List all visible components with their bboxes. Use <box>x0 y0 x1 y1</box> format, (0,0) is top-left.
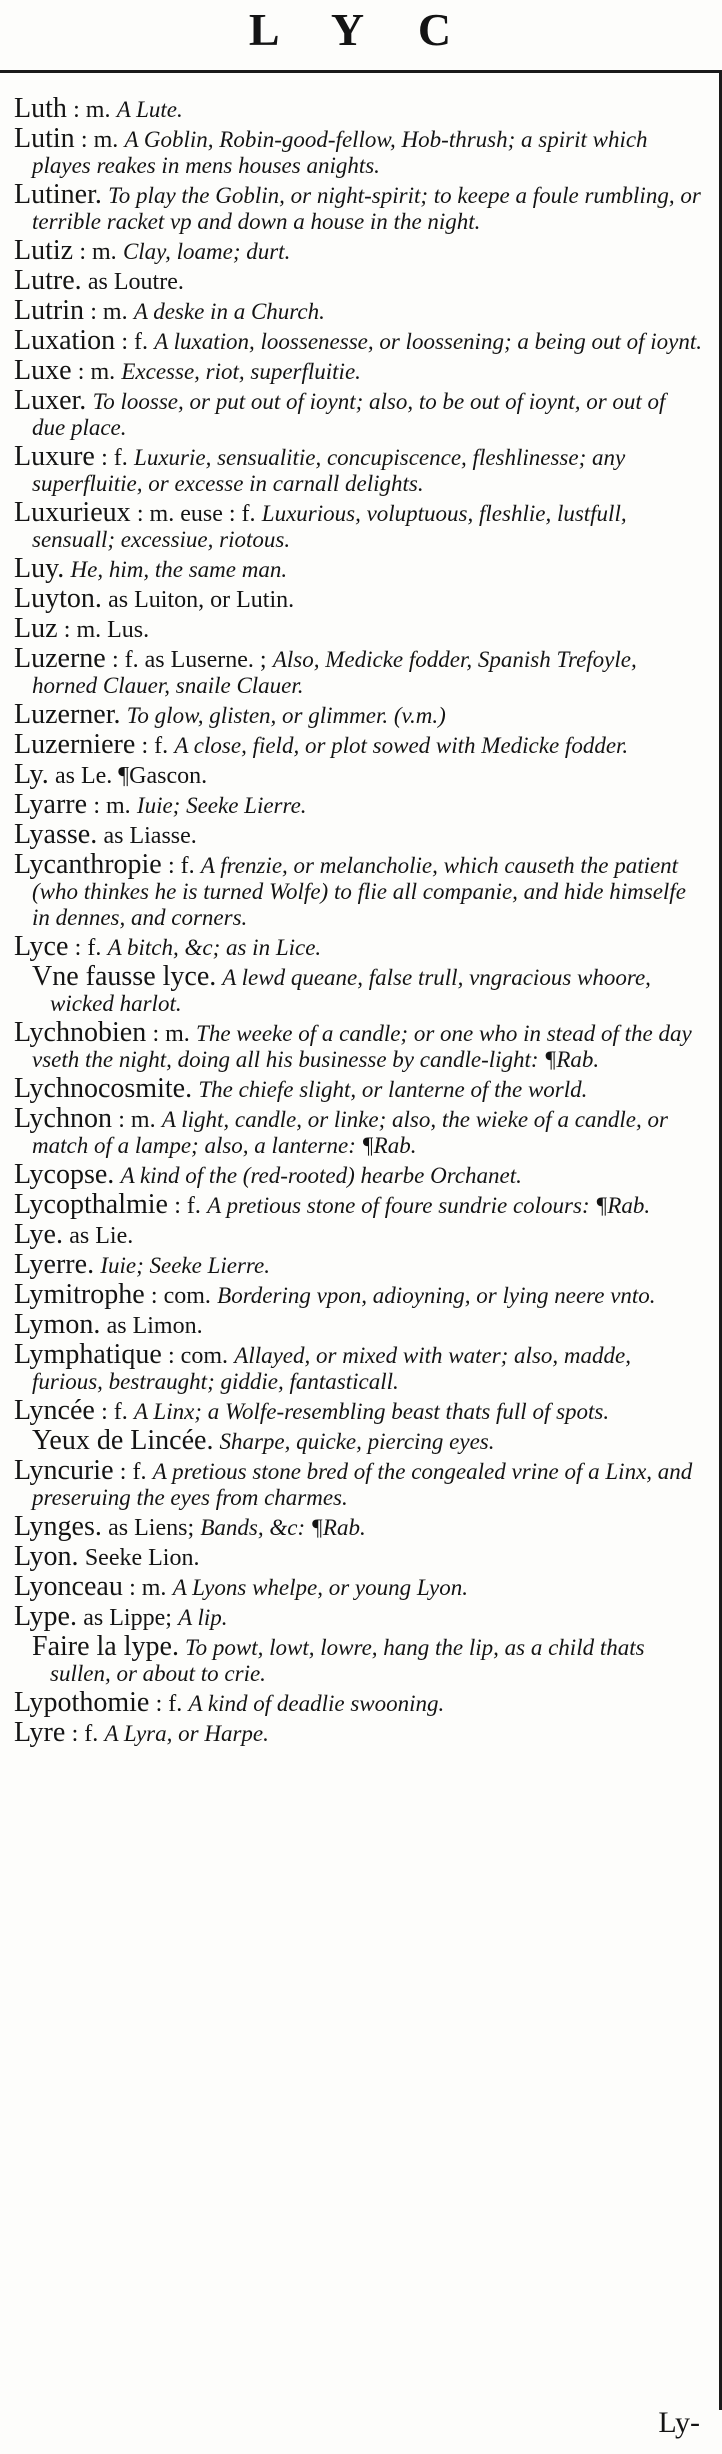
grammar-note: as Loutre. <box>87 269 184 295</box>
dictionary-entry <box>14 123 704 179</box>
dictionary-entry <box>14 1717 704 1748</box>
definition: He, him, the same man. <box>70 557 288 582</box>
headword: Lynges. <box>14 1511 102 1542</box>
grammar-note: : m. euse : f. <box>136 501 256 527</box>
dictionary-entry <box>14 1189 704 1220</box>
headword: Luzerniere <box>14 729 136 760</box>
definition: Luxurie, sensualitie, concupiscence, fleshlinesse; any superfluitie, or excesse in carnall delights. <box>32 445 626 496</box>
definition: A frenzie, or melancholie, which causeth the patient (who thinkes he is turned Wolfe) to flie all companie, and hide himselfe in dennes, and corners. <box>32 853 686 930</box>
dictionary-entry <box>14 819 704 850</box>
definition: A Lute. <box>116 97 183 122</box>
headword: Luxe <box>14 355 72 386</box>
sub-entry <box>14 961 704 1017</box>
definition: A bitch, &c; as in Lice. <box>107 935 322 960</box>
catchword: Ly- <box>658 2406 700 2439</box>
dictionary-entry <box>14 613 704 644</box>
definition: Luxurious, voluptuous, fleshlie, lustfull, sensuall; excessiue, riotous. <box>32 501 627 552</box>
grammar-note: as Le. ¶Gascon. <box>55 763 208 789</box>
definition: A pretious stone bred of the congealed vrine of a Linx, and preseruing the eyes from charmes. <box>32 1459 693 1510</box>
headword: Lycopthalmie <box>14 1189 168 1220</box>
dictionary-entry <box>14 93 704 124</box>
grammar-note: as Luiton, or Lutin. <box>108 587 295 613</box>
dictionary-entry <box>14 235 704 266</box>
definition: Clay, loame; durt. <box>122 239 291 264</box>
grammar-note: : f. <box>74 935 102 961</box>
headword: Lycopse. <box>14 1159 115 1190</box>
headword: Lyre <box>14 1717 66 1748</box>
dictionary-entry <box>14 1571 704 1602</box>
dictionary-entry <box>14 1541 704 1572</box>
definition: A close, field, or plot sowed with Medicke fodder. <box>174 733 629 758</box>
grammar-note: : f. <box>155 1691 183 1717</box>
headword: Luzerne <box>14 643 106 674</box>
grammar-note: : f. <box>119 1459 147 1485</box>
grammar-note: : f. <box>71 1721 99 1747</box>
definition: To loosse, or put out of ioynt; also, to be out of ioynt, or out of due place. <box>32 389 666 440</box>
headword: Lutre. <box>14 265 82 296</box>
headword: Lype. <box>14 1601 77 1632</box>
headword: Lymphatique <box>14 1339 162 1370</box>
definition: Bands, &c: ¶Rab. <box>200 1515 366 1540</box>
headword: Yeux de Lincée. <box>32 1425 214 1456</box>
headword: Luxer. <box>14 385 87 416</box>
grammar-note: : m. Lus. <box>63 617 150 643</box>
dictionary-entry <box>14 789 704 820</box>
grammar-note: : f. <box>174 1193 201 1219</box>
grammar-note: : m. <box>80 127 119 153</box>
sub-entry <box>14 1631 704 1687</box>
grammar-note: : m. <box>93 793 131 819</box>
dictionary-entry <box>14 759 704 790</box>
entry-list <box>14 93 704 1750</box>
headword: Lutin <box>14 123 75 154</box>
dictionary-entry <box>14 1159 704 1190</box>
definition: The chiefe slight, or lanterne of the world. <box>198 1077 588 1102</box>
dictionary-entry <box>14 1309 704 1340</box>
headword: Ly. <box>14 759 49 790</box>
grammar-note: : f. <box>121 329 149 355</box>
headword: Lyon. <box>14 1541 79 1572</box>
grammar-note: : f. <box>141 733 169 759</box>
headword: Luxurieux <box>14 497 131 528</box>
definition: A kind of deadlie swooning. <box>188 1691 445 1716</box>
dictionary-entry <box>14 931 704 962</box>
headword: Lyasse. <box>14 819 98 850</box>
definition: A Lyra, or Harpe. <box>104 1721 269 1746</box>
grammar-note: : m. <box>73 97 111 123</box>
dictionary-entry <box>14 265 704 296</box>
definition: Also, Medicke fodder, Spanish Trefoyle, horned Clauer, snaile Clauer. <box>32 647 637 698</box>
definition: Iuie; Seeke Lierre. <box>100 1253 270 1278</box>
definition: Iuie; Seeke Lierre. <box>136 793 307 818</box>
grammar-note: as Liasse. <box>103 823 197 849</box>
headword: Luxation <box>14 325 116 356</box>
dictionary-entry <box>14 1279 704 1310</box>
dictionary-entry <box>14 1103 704 1159</box>
headword: Lychnocosmite. <box>14 1073 193 1104</box>
headword: Lymon. <box>14 1309 101 1340</box>
definition: A pretious stone of foure sundrie colours: ¶Rab. <box>207 1193 651 1218</box>
grammar-note: Seeke Lion. <box>84 1545 200 1571</box>
headword: Luth <box>14 93 67 124</box>
grammar-note: as Limon. <box>106 1313 203 1339</box>
dictionary-entry <box>14 179 704 235</box>
headword: Lyarre <box>14 789 88 820</box>
dictionary-entry <box>14 441 704 497</box>
page-header: L Y C <box>248 4 474 55</box>
dictionary-entry <box>14 325 704 356</box>
definition: Allayed, or mixed with water; also, madde, furious, bestraught; giddie, fantasticall. <box>32 1343 631 1394</box>
grammar-note: : m. <box>90 299 128 325</box>
dictionary-entry <box>14 553 704 584</box>
definition: A lewd queane, false trull, vngracious whoore, wicked harlot. <box>50 965 651 1016</box>
dictionary-entry <box>14 1687 704 1718</box>
headword: Luz <box>14 613 58 644</box>
definition: The weeke of a candle; or one who in stead of the day vseth the night, doing all his businesse by candle-light: ¶Rab. <box>32 1021 692 1072</box>
grammar-note: : f. <box>101 445 128 471</box>
grammar-note: as Lie. <box>69 1223 134 1249</box>
dictionary-entry <box>14 1601 704 1632</box>
grammar-note: : m. <box>129 1575 167 1601</box>
headword: Luzerner. <box>14 699 121 730</box>
header-rule <box>0 70 722 73</box>
grammar-note: as Liens; <box>108 1515 195 1541</box>
dictionary-entry <box>14 295 704 326</box>
definition: To glow, glisten, or glimmer. (v.m.) <box>126 703 446 728</box>
headword: Lychnobien <box>14 1017 147 1048</box>
dictionary-entry <box>14 1073 704 1104</box>
definition: A kind of the (red-rooted) hearbe Orchanet. <box>120 1163 522 1188</box>
definition: A deske in a Church. <box>133 299 325 324</box>
headword: Lypothomie <box>14 1687 150 1718</box>
dictionary-entry <box>14 1017 704 1073</box>
dictionary-entry <box>14 583 704 614</box>
dictionary-entry <box>14 385 704 441</box>
dictionary-entry <box>14 1511 704 1542</box>
grammar-note: as Lippe; <box>83 1605 172 1631</box>
headword: Lutiz <box>14 235 74 266</box>
definition: A lip. <box>178 1605 228 1630</box>
dictionary-entry <box>14 355 704 386</box>
grammar-note: : f. <box>167 853 195 879</box>
dictionary-entry <box>14 729 704 760</box>
headword: Lutrin <box>14 295 84 326</box>
dictionary-entry <box>14 849 704 931</box>
definition: To play the Goblin, or night-spirit; to keepe a foule rumbling, or terrible racket vp and down a house in the night. <box>32 183 701 234</box>
dictionary-entry <box>14 1455 704 1511</box>
headword: Lychnon <box>14 1103 112 1134</box>
headword: Vne fausse lyce. <box>32 961 217 992</box>
dictionary-entry <box>14 1249 704 1280</box>
grammar-note: : m. <box>118 1107 156 1133</box>
definition: Excesse, riot, superfluitie. <box>121 359 361 384</box>
grammar-note: : f. <box>101 1399 128 1425</box>
definition: A Goblin, Robin-good-fellow, Hob-thrush; a spirit which playes reakes in mens houses anights. <box>32 127 648 178</box>
definition: A Lyons whelpe, or young Lyon. <box>172 1575 468 1600</box>
definition: A light, candle, or linke; also, the wieke of a candle, or match of a lampe; also, a lanterne: ¶Rab. <box>32 1107 668 1158</box>
definition: To powt, lowt, lowre, hang the lip, as a child thats sullen, or about to crie. <box>50 1635 645 1686</box>
headword: Luyton. <box>14 583 102 614</box>
grammar-note: : com. <box>168 1343 229 1369</box>
headword: Faire la lype. <box>32 1631 179 1662</box>
headword: Lyerre. <box>14 1249 95 1280</box>
dictionary-entry <box>14 1339 704 1395</box>
headword: Luxure <box>14 441 95 472</box>
definition: A Linx; a Wolfe-resembling beast thats full of spots. <box>134 1399 610 1424</box>
headword: Lyncurie <box>14 1455 114 1486</box>
definition: A luxation, loossenesse, or loossening; a being out of ioynt. <box>154 329 702 354</box>
headword: Luy. <box>14 553 65 584</box>
headword: Lyce <box>14 931 69 962</box>
headword: Lyonceau <box>14 1571 123 1602</box>
definition: Sharpe, quicke, piercing eyes. <box>219 1429 495 1454</box>
dictionary-entry <box>14 1219 704 1250</box>
headword: Lymitrophe <box>14 1279 145 1310</box>
dictionary-entry <box>14 497 704 553</box>
dictionary-entry <box>14 699 704 730</box>
dictionary-entry <box>14 643 704 699</box>
grammar-note: : f. as Luserne. ; <box>111 647 267 673</box>
sub-entry <box>14 1425 704 1456</box>
headword: Lyncée <box>14 1395 95 1426</box>
grammar-note: : m. <box>79 239 117 265</box>
headword: Lycanthropie <box>14 849 162 880</box>
grammar-note: : m. <box>77 359 116 385</box>
headword: Lye. <box>14 1219 63 1250</box>
headword: Lutiner. <box>14 179 102 210</box>
grammar-note: : m. <box>152 1021 190 1047</box>
grammar-note: : com. <box>150 1283 211 1309</box>
definition: Bordering vpon, adioyning, or lying neere vnto. <box>217 1283 656 1308</box>
dictionary-entry <box>14 1395 704 1426</box>
